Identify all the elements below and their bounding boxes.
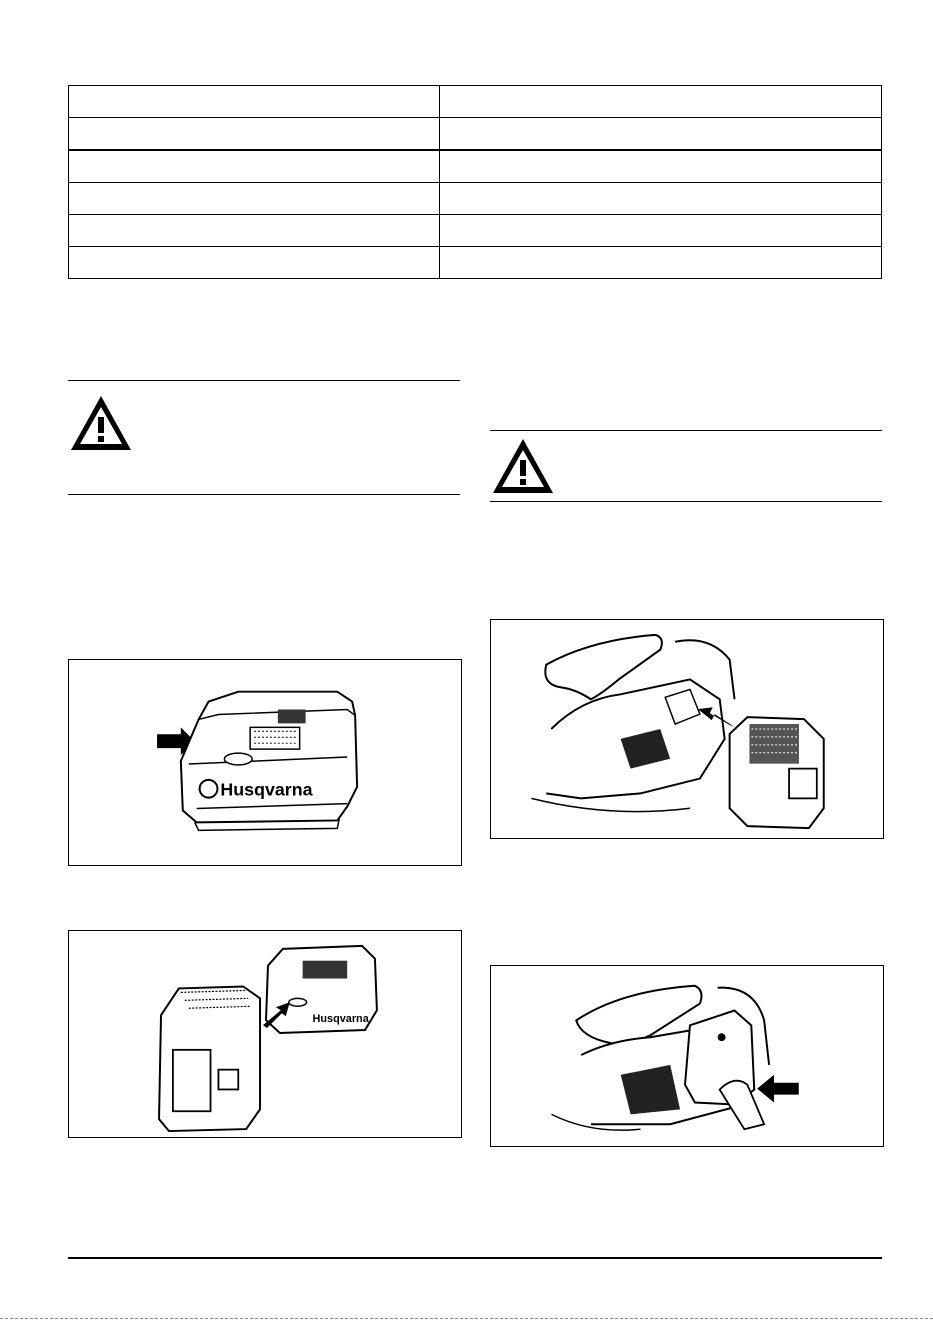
charger-figure — [68, 659, 462, 866]
battery-insert-figure — [68, 930, 462, 1138]
battery-to-mower-figure — [490, 619, 884, 839]
battery-cover-figure — [490, 965, 884, 1147]
warning-triangle-icon — [68, 393, 134, 453]
warning-triangle-icon — [490, 436, 556, 496]
warning-box-left — [68, 380, 460, 495]
table-row — [69, 117, 881, 118]
brand-text: Husqvarna — [312, 1013, 369, 1026]
table-row — [69, 214, 881, 215]
page-edge-guide — [0, 1318, 933, 1319]
battery-insert-illustration — [69, 931, 461, 1137]
battery-cover-illustration — [491, 966, 883, 1146]
arrow-left-icon — [757, 1075, 799, 1103]
footer-rule — [68, 1257, 882, 1259]
table-row — [69, 182, 881, 183]
charger-illustration — [69, 660, 461, 865]
table-row — [69, 246, 881, 247]
battery-to-mower-illustration — [491, 620, 883, 838]
spec-table — [68, 85, 882, 279]
table-row — [69, 149, 881, 151]
brand-text: Husqvarna — [220, 779, 313, 800]
warning-box-right — [490, 430, 882, 502]
